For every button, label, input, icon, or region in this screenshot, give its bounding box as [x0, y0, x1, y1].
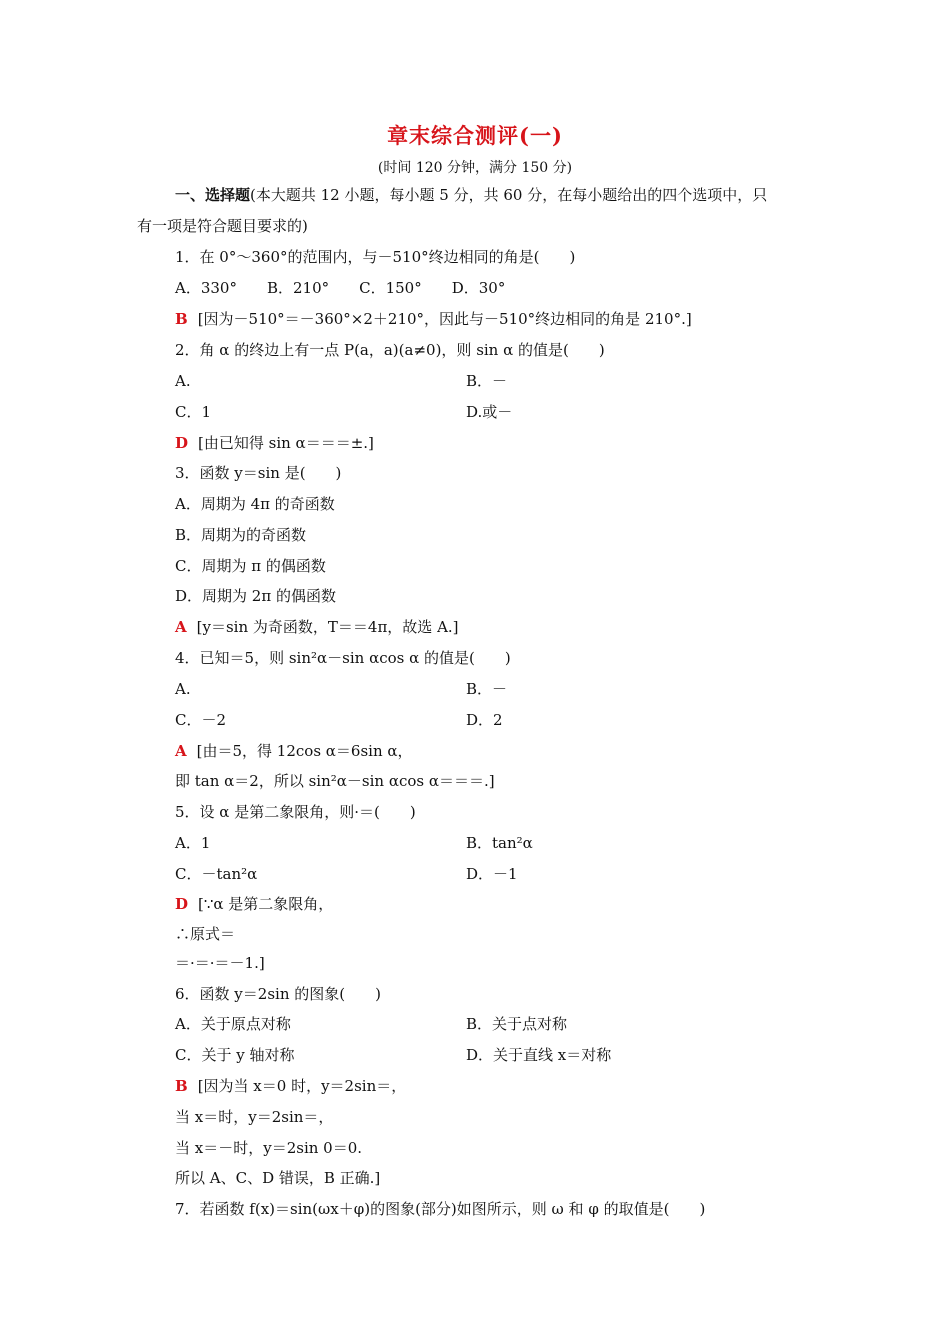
q5-solution-text-1: [∵α 是第二象限角， [198, 895, 334, 913]
q6-stem: 6．函数 y＝2sin 的图象( ) [175, 985, 381, 1003]
section-desc-1: (本大题共 12 小题，每小题 5 分，共 60 分，在每小题给出的四个选项中，只 [250, 186, 768, 204]
q3-option-a: A．周期为 4π 的奇函数 [175, 495, 335, 513]
q3-answer: A [175, 618, 187, 636]
q3-option-b: B．周期为的奇函数 [175, 526, 307, 544]
q4-option-c: C．－2 [175, 711, 227, 729]
q3-option-c: C．周期为 π 的偶函数 [175, 557, 326, 575]
q3-stem: 3．函数 y＝sin 是( ) [175, 464, 342, 482]
q3-option-d: D．周期为 2π 的偶函数 [175, 587, 336, 605]
section-desc-2: 有一项是符合题目要求的) [137, 217, 308, 235]
q6-solution-text-1: [因为当 x＝0 时，y＝2sin＝， [197, 1077, 407, 1095]
q6-option-b: B．关于点对称 [466, 1015, 568, 1033]
q1-solution [175, 309, 692, 329]
q6-solution-1 [175, 1076, 406, 1096]
q3-solution-text: [y＝sin 为奇函数，T＝＝4π，故选 A.] [196, 618, 459, 636]
q1-solution-text: [因为－510°＝－360°×2＋210°，因此与－510°终边相同的角是 210°.] [197, 310, 692, 328]
q5-solution-text-2: ∴原式＝ [175, 925, 236, 943]
q2-option-a: A. [175, 372, 191, 390]
q2-option-b: B．－ [466, 372, 508, 390]
q4-solution-text-2: 即 tan α＝2，所以 sin²α－sin αcos α＝＝＝.] [175, 772, 495, 790]
q7-stem: 7．若函数 f(x)＝sin(ωx＋φ)的图象(部分)如图所示，则 ω 和 φ 的取值是( ) [175, 1200, 706, 1218]
q2-solution-text: [由已知得 sin α＝＝＝±.] [198, 434, 374, 452]
q5-solution-1 [175, 894, 333, 914]
q5-option-b: B．tan²α [466, 834, 533, 852]
q6-solution-text-3: 当 x＝－时，y＝2sin 0＝0. [175, 1139, 363, 1157]
q6-option-a: A．关于原点对称 [175, 1015, 291, 1033]
q4-option-a: A. [175, 680, 191, 698]
q1-options: A．330° B．210° C．150° D．30° [175, 279, 506, 297]
q1-stem: 1．在 0°～360°的范围内，与－510°终边相同的角是( ) [175, 248, 576, 266]
page-subtitle: (时间 120 分钟，满分 150 分) [377, 160, 573, 176]
q4-answer: A [175, 742, 187, 760]
q6-solution-text-2: 当 x＝时，y＝2sin＝， [175, 1108, 334, 1126]
q5-solution-text-3: ＝·＝·＝－1.] [175, 954, 265, 972]
q2-solution [175, 433, 374, 453]
q5-answer: D [175, 895, 189, 913]
q6-option-d: D．关于直线 x＝对称 [466, 1046, 612, 1064]
page-title: 章末综合测评(一) [387, 123, 563, 148]
q1-answer: B [175, 310, 188, 328]
q4-solution-1 [175, 741, 413, 761]
q5-option-a: A．1 [175, 834, 211, 852]
q5-option-c: C．－tan²α [175, 865, 258, 883]
q2-answer: D [175, 434, 189, 452]
section-heading: 一、选择题 [175, 186, 251, 204]
q4-option-b: B．－ [466, 680, 508, 698]
q4-solution-text-1: [由＝5，得 12cos α＝6sin α， [196, 742, 413, 760]
q5-stem: 5．设 α 是第二象限角，则·＝( ) [175, 803, 416, 821]
q2-option-d: D.或－ [466, 403, 513, 421]
q2-stem: 2．角 α 的终边上有一点 P(a，a)(a≠0)，则 sin α 的值是( ) [175, 341, 605, 359]
q6-option-c: C．关于 y 轴对称 [175, 1046, 295, 1064]
section-intro-line1 [175, 185, 767, 205]
q6-solution-text-4: 所以 A、C、D 错误，B 正确.] [175, 1169, 381, 1187]
q4-option-d: D．2 [466, 711, 503, 729]
q4-stem: 4．已知＝5，则 sin²α－sin αcos α 的值是( ) [175, 649, 511, 667]
q2-option-c: C．1 [175, 403, 212, 421]
q5-option-d: D．－1 [466, 865, 518, 883]
q6-answer: B [175, 1077, 188, 1095]
q3-solution [175, 617, 459, 637]
